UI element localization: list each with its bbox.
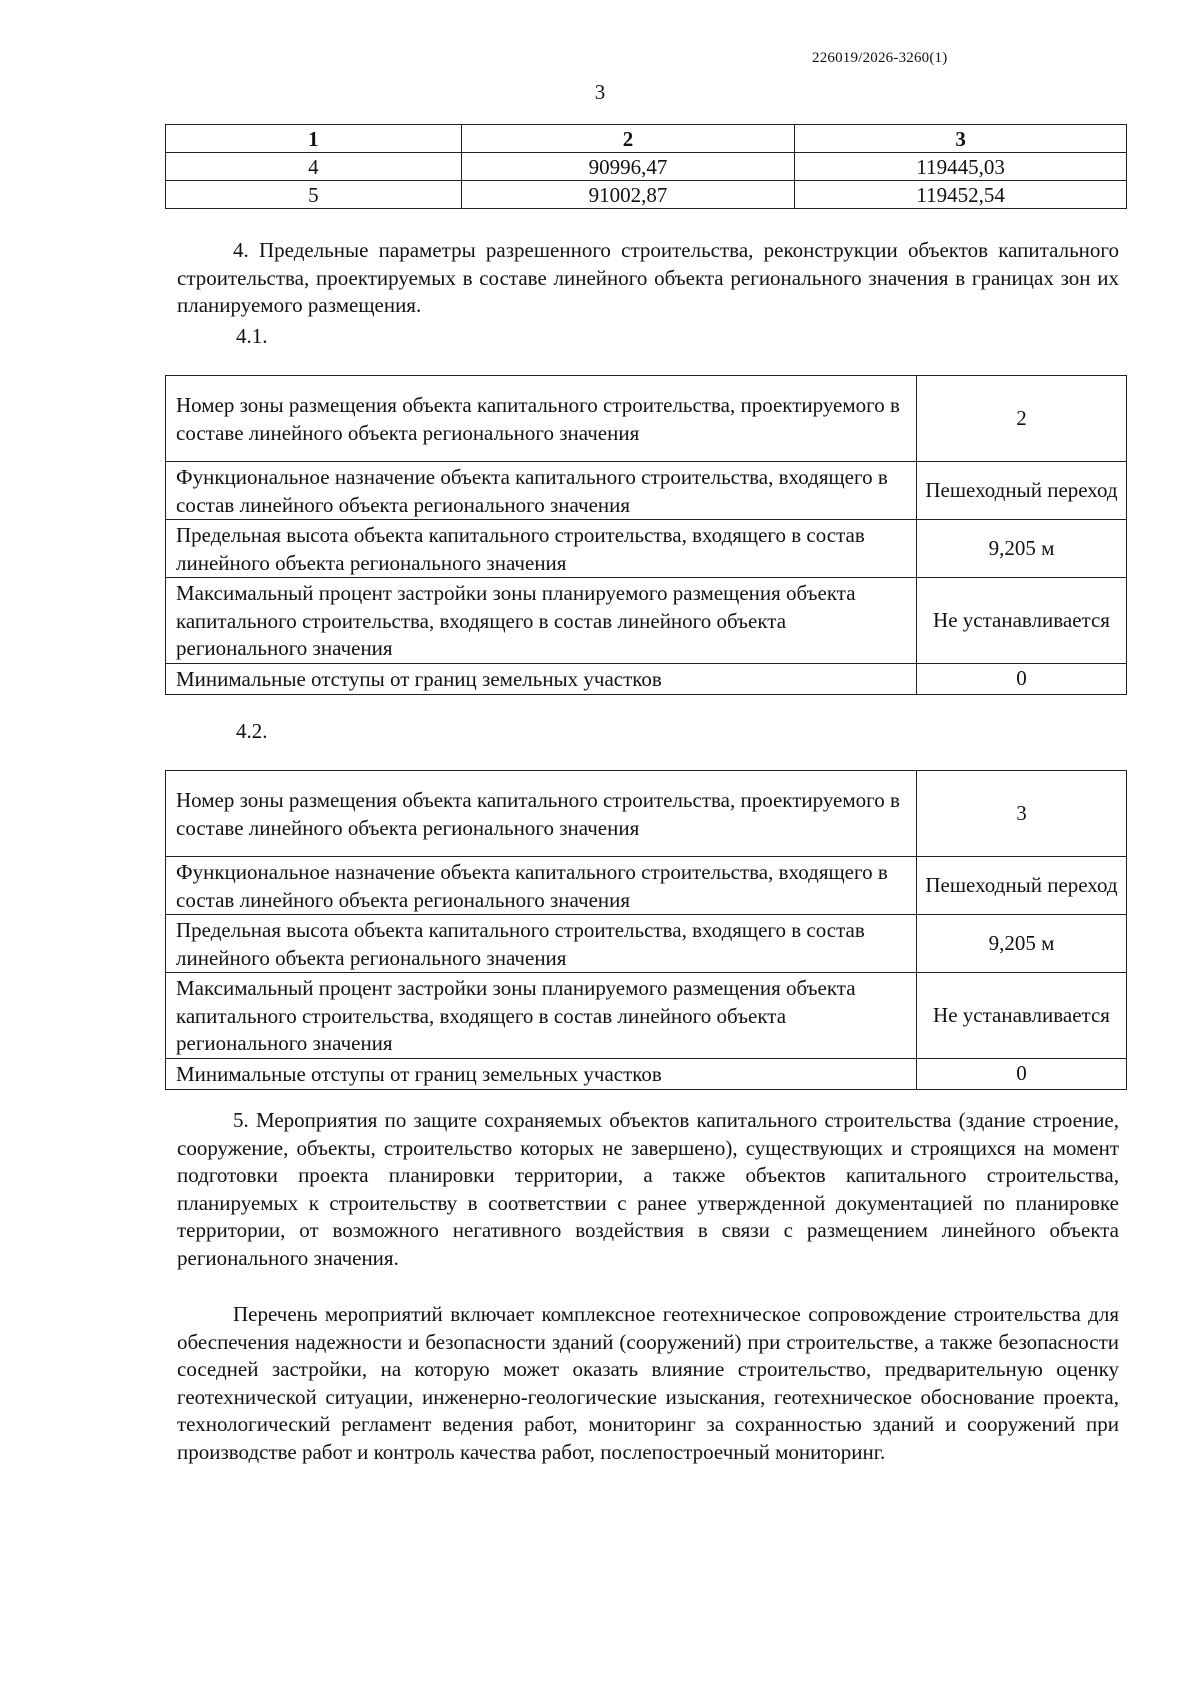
column-header: 2 — [461, 125, 795, 153]
table-row — [166, 857, 1127, 915]
subsection-4-1-label: 4.1. — [236, 324, 268, 348]
section-4-paragraph: 4. Предельные параметры разрешенного строительства, реконструкции объектов капитального строительства, проектируемых в составе линейного объекта регионального значения в границах зон их планируемого размещения. — [177, 238, 1119, 317]
column-header: 1 — [166, 125, 462, 153]
point-number: 4 — [166, 153, 462, 181]
column-header: 3 — [795, 125, 1127, 153]
parameter-value: 9,205 м — [917, 520, 1127, 578]
coordinate-y: 119452,54 — [795, 181, 1127, 209]
table-row — [166, 462, 1127, 520]
parameter-value: 3 — [917, 771, 1127, 857]
measures-paragraph: Перечень мероприятий включает комплексное геотехническое сопровождение строительства для обеспечения надежности и безопасности зданий (сооружений) при строительстве, а также безопасности соседней застройки, на которую может оказать влияние строительство, предварительную оценку геотехнической ситуации, инженерно-геологические изыскания, геотехническое обоснование проекта, технологический регламент ведения работ, мониторинг за сохранностью зданий и сооружений при производстве работ и контроль качества работ, послепостроечный мониторинг. — [177, 1302, 1119, 1464]
parameter-value: 0 — [917, 1059, 1127, 1090]
section-5-paragraph: 5. Мероприятия по защите сохраняемых объектов капитального строительства (здание строение, сооружение, объекты, строительство которых не завершено), существующих и строящихся на момент подготовки проекта планировки территории, а также объектов капитального строительства, планируемых к строительству в соответствии с ранее утвержденной документацией по планировке территории, от возможного негативного воздействия в связи с размещением линейного объекта регионального значения. — [177, 1108, 1119, 1270]
table-row — [166, 915, 1127, 973]
parameter-label: Минимальные отступы от границ земельных участков — [166, 1059, 917, 1090]
table-row — [166, 376, 1127, 462]
parameter-value: Не устанавливается — [917, 578, 1127, 664]
page-number: 3 — [594, 80, 606, 104]
coordinate-x: 91002,87 — [461, 181, 795, 209]
parameter-value: Не устанавливается — [917, 973, 1127, 1059]
table-row — [166, 181, 1127, 209]
parameter-value: 2 — [917, 376, 1127, 462]
table-row — [166, 771, 1127, 857]
parameter-value: Пешеходный переход — [917, 462, 1127, 520]
parameter-label: Номер зоны размещения объекта капитального строительства, проектируемого в составе линейного объекта регионального значения — [166, 376, 917, 462]
table-row — [166, 973, 1127, 1059]
table-header-row — [166, 125, 1127, 153]
table-row — [166, 520, 1127, 578]
document-id: 226019/2026-3260(1) — [812, 50, 948, 66]
parameter-label: Функциональное назначение объекта капитального строительства, входящего в состав линейного объекта регионального значения — [166, 857, 917, 915]
parameters-table-4-2 — [165, 770, 1127, 1090]
table-row — [166, 664, 1127, 695]
subsection-4-2-label: 4.2. — [236, 719, 268, 743]
parameter-label: Предельная высота объекта капитального строительства, входящего в состав линейного объекта регионального значения — [166, 520, 917, 578]
parameter-value: 9,205 м — [917, 915, 1127, 973]
coordinates-table — [165, 124, 1127, 209]
coordinate-x: 90996,47 — [461, 153, 795, 181]
table-row — [166, 153, 1127, 181]
coordinate-y: 119445,03 — [795, 153, 1127, 181]
parameter-label: Функциональное назначение объекта капитального строительства, входящего в состав линейного объекта регионального значения — [166, 462, 917, 520]
parameter-value: 0 — [917, 664, 1127, 695]
parameter-value: Пешеходный переход — [917, 857, 1127, 915]
point-number: 5 — [166, 181, 462, 209]
table-row — [166, 1059, 1127, 1090]
parameter-label: Максимальный процент застройки зоны планируемого размещения объекта капитального строительства, входящего в состав линейного объекта регионального значения — [166, 578, 917, 664]
parameter-label: Минимальные отступы от границ земельных участков — [166, 664, 917, 695]
parameter-label: Предельная высота объекта капитального строительства, входящего в состав линейного объекта регионального значения — [166, 915, 917, 973]
parameters-table-4-1 — [165, 375, 1127, 695]
parameter-label: Номер зоны размещения объекта капитального строительства, проектируемого в составе линейного объекта регионального значения — [166, 771, 917, 857]
table-row — [166, 578, 1127, 664]
parameter-label: Максимальный процент застройки зоны планируемого размещения объекта капитального строительства, входящего в состав линейного объекта регионального значения — [166, 973, 917, 1059]
